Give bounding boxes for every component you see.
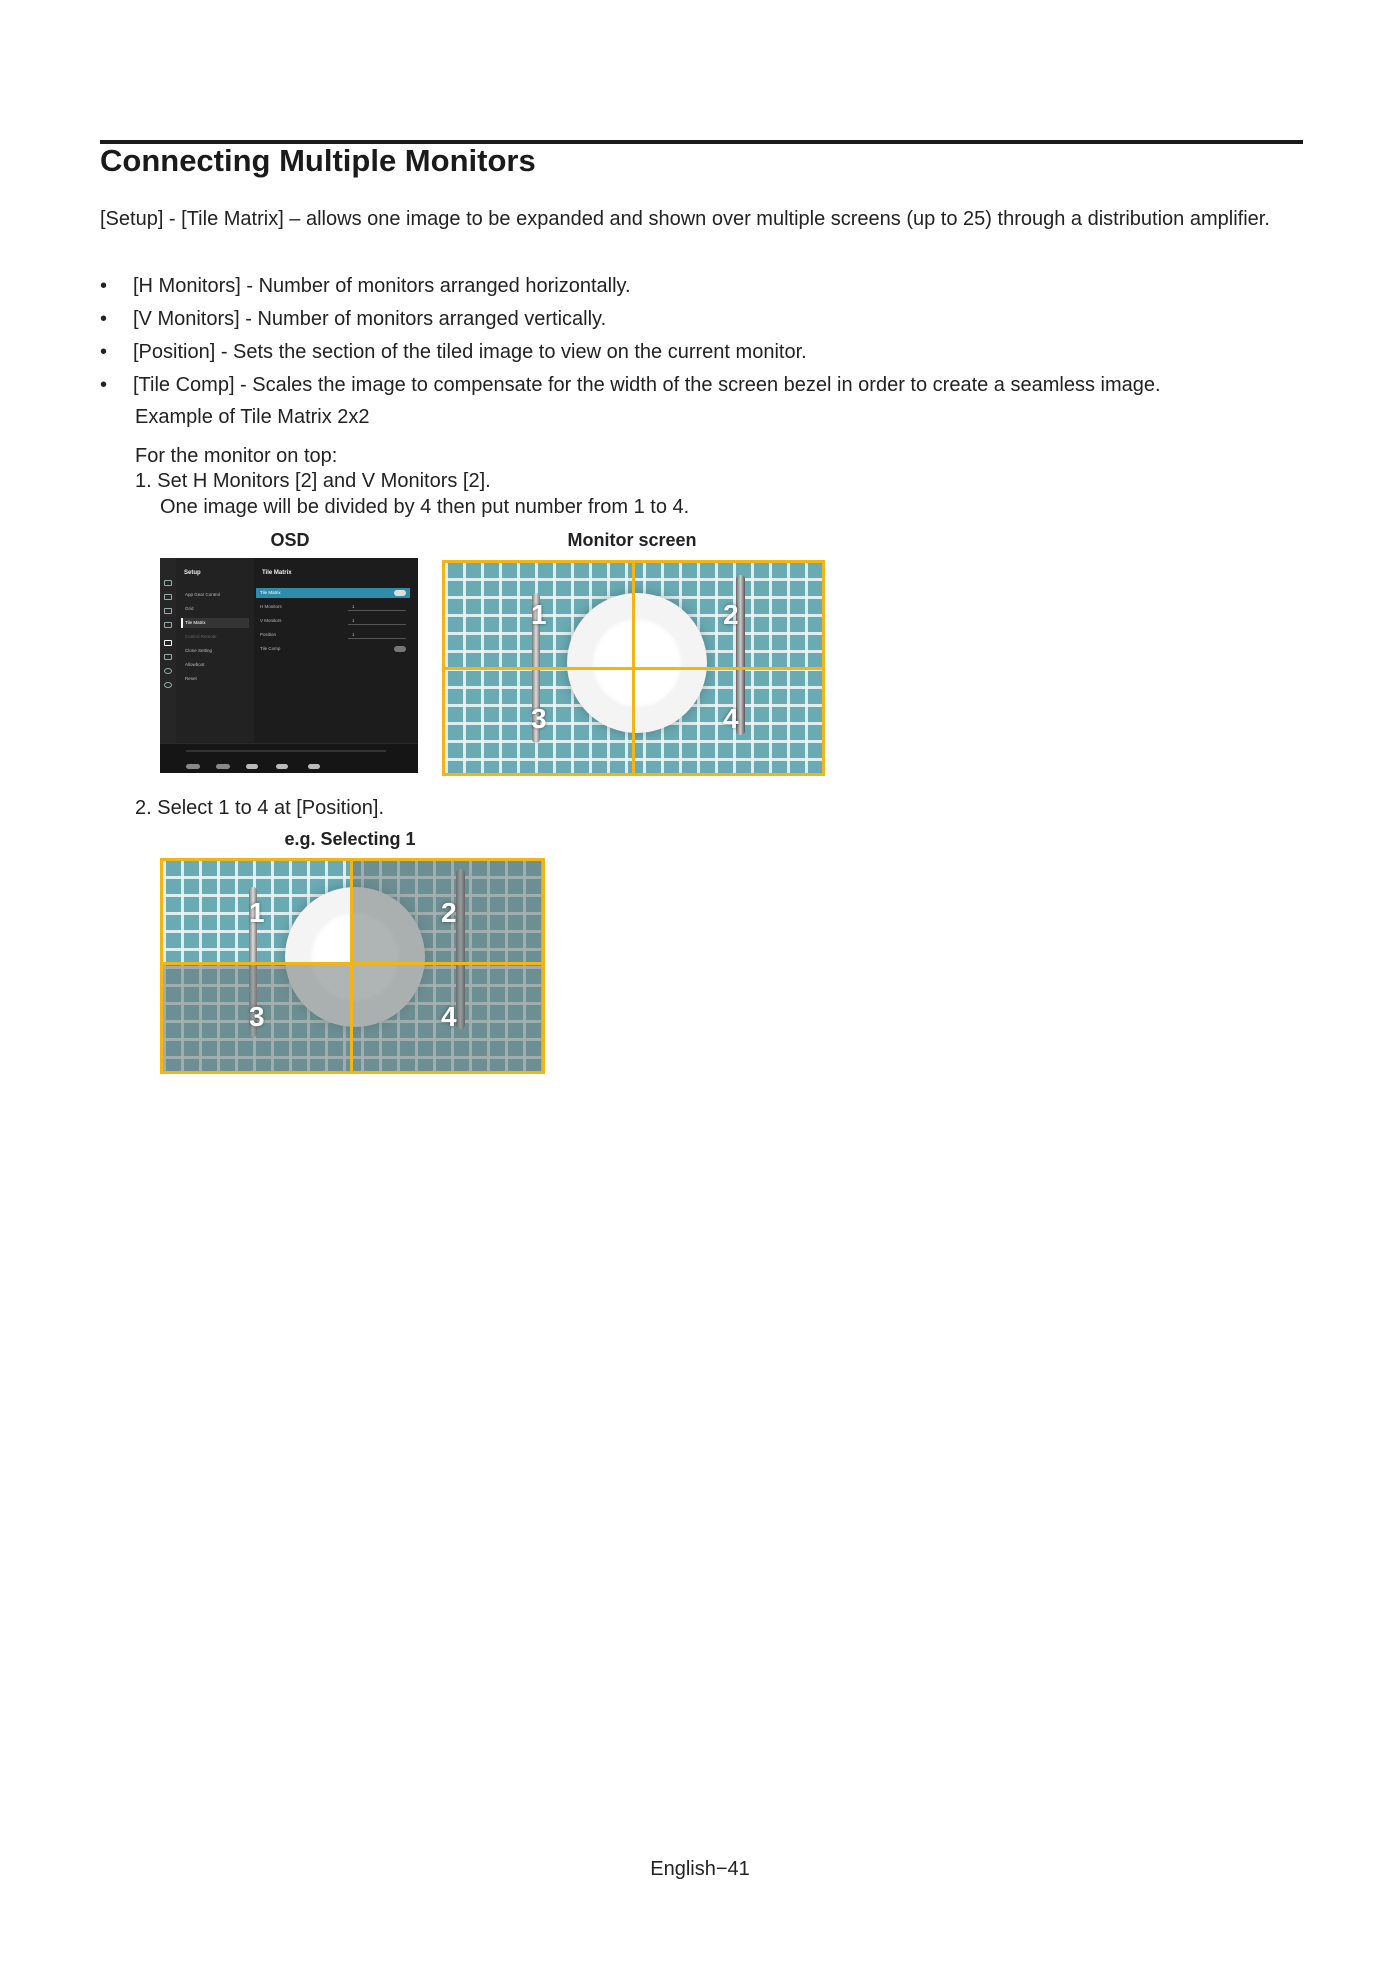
osd-screenshot: [160, 558, 418, 773]
audio-icon: [164, 608, 172, 614]
osd-menu-item[interactable]: App Gear Control: [185, 592, 221, 597]
for-monitor-label: For the monitor on top:: [135, 445, 338, 467]
gear-icon: [164, 668, 172, 674]
info-icon: [164, 682, 172, 688]
list-item: • [V Monitors] - Number of monitors arranged vertically.: [100, 303, 1320, 336]
plate: [567, 593, 707, 733]
osd-footer: [160, 743, 418, 773]
tile-number-4: 4: [723, 703, 739, 734]
osd-menu-item[interactable]: Grid: [185, 606, 194, 611]
list-item: • [Tile Comp] - Scales the image to compensate for the width of the screen bezel in order to create a seamless image.: [100, 369, 1320, 402]
osd-panel-header: Tile Matrix: [262, 570, 292, 576]
osd-menu-item[interactable]: Clone Setting: [185, 648, 213, 653]
tile-number-3: 3: [531, 703, 547, 734]
selecting-1-image: [160, 858, 545, 1074]
tile-divider-horizontal: [445, 667, 822, 670]
osd-caption: OSD: [270, 530, 310, 550]
tile-number-4: 4: [441, 1001, 457, 1032]
tile-number-2: 2: [723, 599, 739, 630]
osd-row-position[interactable]: Position 1: [256, 630, 410, 640]
osd-menu: [176, 558, 254, 743]
option-list: [100, 270, 1320, 402]
osd-menu-header: Setup: [184, 570, 201, 576]
apps-icon: [164, 654, 172, 660]
picture-icon: [164, 594, 172, 600]
bullet: •: [100, 374, 108, 396]
step-1: 1. Set H Monitors [2] and V Monitors [2].: [135, 470, 491, 492]
osd-menu-item[interactable]: Control Remote: [185, 634, 217, 639]
tile-number-1: 1: [249, 897, 265, 928]
bullet: •: [100, 275, 108, 297]
bullet: •: [100, 308, 108, 330]
page-number: English−41: [650, 1858, 750, 1880]
osd-menu-item[interactable]: Allowboot: [185, 662, 205, 667]
input-icon: [164, 580, 172, 586]
dimmed-area: [163, 965, 545, 1074]
example-title: Example of Tile Matrix 2x2: [135, 406, 370, 428]
monitor-screen-image: [442, 560, 825, 776]
tile-number-2: 2: [441, 897, 457, 928]
bullet: •: [100, 341, 108, 363]
osd-menu-item[interactable]: Reset: [185, 676, 197, 681]
monitor-screen-caption: Monitor screen: [567, 530, 697, 550]
setup-icon: [164, 640, 172, 646]
tile-number-1: 1: [531, 599, 547, 630]
intro-paragraph: [Setup] - [Tile Matrix] – allows one image to be expanded and shown over multiple screens (up to 25) through a distribution amplifier.: [100, 208, 1270, 230]
osd-icon-bar: [160, 558, 176, 773]
tile-divider-vertical: [350, 861, 353, 1071]
step-1-detail: One image will be divided by 4 then put number from 1 to 4.: [160, 496, 690, 518]
schedule-icon: [164, 622, 172, 628]
list-item: • [Position] - Sets the section of the tiled image to view on the current monitor.: [100, 336, 1320, 369]
tile-number-3: 3: [249, 1001, 265, 1032]
page-title: Connecting Multiple Monitors: [100, 143, 536, 178]
osd-row-tile-comp[interactable]: Tile Comp: [256, 644, 410, 654]
osd-panel: [254, 558, 418, 743]
osd-menu-item-selected[interactable]: Tile Matrix: [185, 620, 206, 625]
selecting-caption: e.g. Selecting 1: [284, 829, 416, 849]
osd-row-v-monitors[interactable]: V Monitors 1: [256, 616, 410, 626]
osd-row-tile-matrix[interactable]: Tile Matrix: [256, 588, 410, 598]
toggle-switch[interactable]: [394, 646, 406, 652]
list-item: • [H Monitors] - Number of monitors arranged horizontally.: [100, 270, 1320, 303]
step-2: 2. Select 1 to 4 at [Position].: [135, 797, 385, 819]
osd-row-h-monitors[interactable]: H Monitors 1: [256, 602, 410, 612]
toggle-switch[interactable]: [394, 590, 406, 596]
tile-divider-horizontal: [163, 962, 542, 965]
